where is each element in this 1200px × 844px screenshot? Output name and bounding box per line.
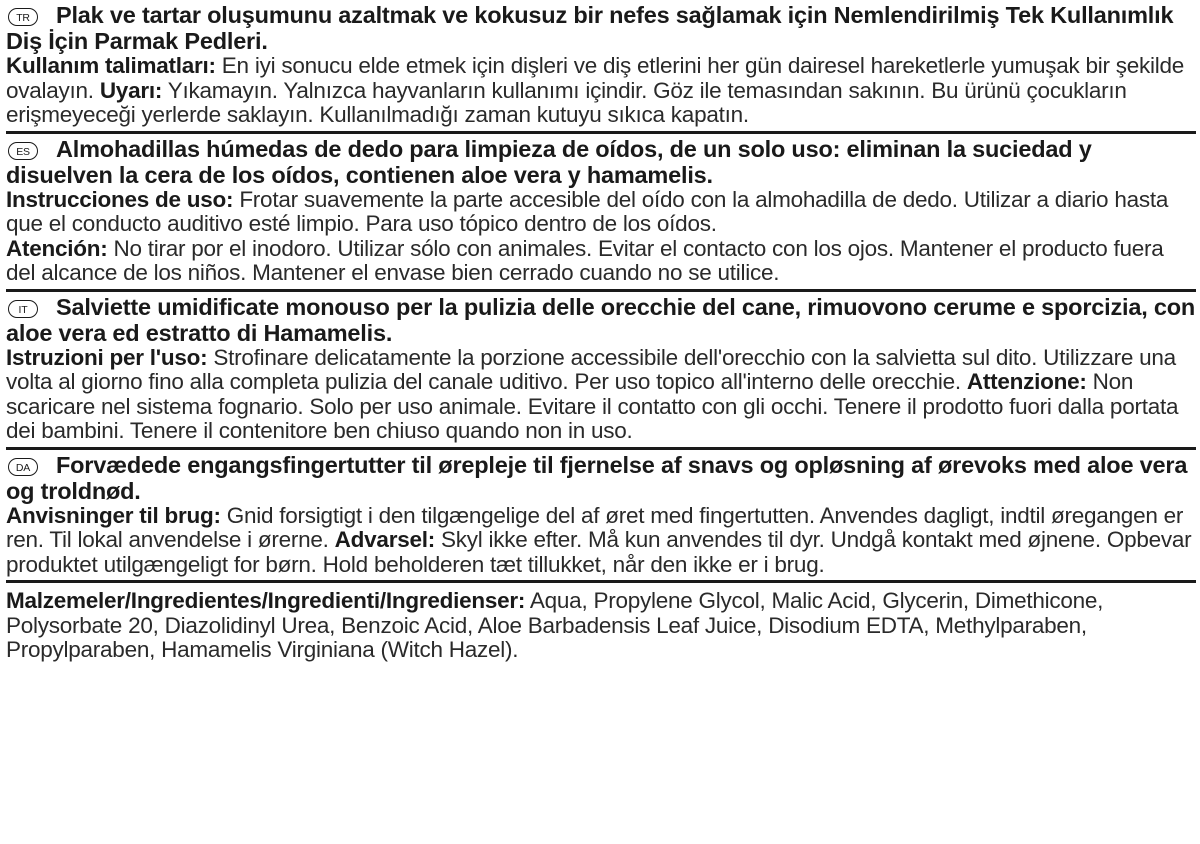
section-ingredients bbox=[6, 583, 1196, 666]
title-text: Plak ve tartar oluşumunu azaltmak ve kokusuz bir nefes sağlamak için Nemlendirilmiş Tek Kullanımlık Diş İçin Parmak Pedleri. bbox=[6, 2, 1174, 54]
ingredients-text: Aqua, Propylene Glycol, Malic Acid, Glycerin, Dimethicone, Polysorbate 20, Diazolidinyl Urea, Benzoic Acid, Aloe Barbadensis Leaf Juice, Disodium EDTA, Methylparaben, Propylparaben, Hamamelis Virginiana (Witch Hazel). bbox=[6, 588, 1104, 662]
instructions-text: Strofinare delicatamente la porzione accessibile dell'orecchio con la salvietta sul dito. Utilizzare una volta al giorno fino alla completa pulizia del canale uditivo. Per uso topico all'interno delle orecchie. bbox=[6, 344, 1176, 394]
title-text: Almohadillas húmedas de dedo para limpieza de oídos, de un solo uso: eliminan la suciedad y disuelven la cera de los oídos, contienen aloe vera y hamamelis. bbox=[6, 135, 1092, 188]
section-es bbox=[6, 134, 1196, 292]
language-badge-it: IT bbox=[8, 300, 38, 318]
section-body-instructions bbox=[6, 188, 1196, 237]
instructions-label: Anvisninger til brug: bbox=[6, 502, 221, 528]
instructions-text: En iyi sonucu elde etmek için dişleri ve diş etlerini her gün dairesel hareketlerle yumuşak bir şekilde ovalayın. bbox=[6, 53, 1185, 103]
language-badge-es: ES bbox=[8, 142, 38, 160]
instructions-text: Gnid forsigtigt i den tilgængelige del af øret med fingertutten. Anvendes dagligt, indtil øregangen er ren. Til lokal anvendelse i ørerne. bbox=[6, 502, 1184, 552]
section-body-warning bbox=[6, 237, 1196, 286]
warning-text: Non scaricare nel sistema fognario. Solo per uso animale. Evitare il contatto con gli occhi. Tenere il prodotto fuori dalla portata dei bambini. Tenere il contenitore ben chiuso quando non in uso. bbox=[6, 369, 1179, 443]
warning-text: Yıkamayın. Yalnızca hayvanların kullanımı içindir. Göz ile temasından sakının. Bu ürünü çocukların erişmeyeceği yerlerde saklayın. Kullanılmadığı zaman kutuyu sıkıca kapatın. bbox=[6, 77, 1127, 127]
section-title bbox=[6, 452, 1196, 504]
warning-label: Advarsel: bbox=[334, 527, 435, 552]
warning-text: No tirar por el inodoro. Utilizar sólo con animales. Evitar el contacto con los ojos. Mantener el producto fuera del alcance de los niños. Mantener el envase bien cerrado cuando no se utilice. bbox=[6, 235, 1164, 285]
section-da bbox=[6, 450, 1196, 584]
instructions-label: Istruzioni per l'uso: bbox=[6, 344, 208, 370]
title-text: Forvædede engangsfingertutter til ørepleje til fjernelse af snavs og opløsning af ørevoks med aloe vera og troldnød. bbox=[6, 451, 1188, 504]
section-title bbox=[6, 136, 1196, 188]
title-text: Salviette umidificate monouso per la pulizia delle orecchie del cane, rimuovono cerume e sporcizia, con aloe vera ed estratto di Hamamelis. bbox=[6, 293, 1196, 346]
section-title bbox=[6, 294, 1196, 346]
warning-label: Uyarı: bbox=[99, 77, 163, 103]
language-badge-da: DA bbox=[8, 458, 38, 476]
instructions-text: Frotar suavemente la parte accesible del oído con la almohadilla de dedo. Utilizar a diario hasta que el conducto auditivo esté limpio. Para uso tópico dentro de los oídos. bbox=[6, 186, 1169, 236]
warning-label: Atención: bbox=[6, 235, 108, 261]
warning-label: Attenzione: bbox=[966, 369, 1087, 394]
section-body bbox=[6, 54, 1196, 128]
section-it bbox=[6, 292, 1196, 450]
ingredients-label: Malzemeler/Ingredientes/Ingredienti/Ingredienser: bbox=[6, 588, 526, 613]
warning-text: Skyl ikke efter. Må kun anvendes til dyr. Undgå kontakt med øjnene. Opbevar produktet utilgængeligt for børn. Hold beholderen tæt tillukket, når den ikke er i brug. bbox=[6, 527, 1192, 577]
language-badge-tr: TR bbox=[8, 8, 38, 26]
section-body bbox=[6, 346, 1196, 444]
section-body bbox=[6, 504, 1196, 578]
instructions-label: Instrucciones de uso: bbox=[6, 186, 234, 212]
section-tr bbox=[6, 0, 1196, 134]
section-title bbox=[6, 2, 1196, 54]
instructions-label: Kullanım talimatları: bbox=[6, 53, 216, 78]
ingredients-body bbox=[6, 589, 1196, 663]
